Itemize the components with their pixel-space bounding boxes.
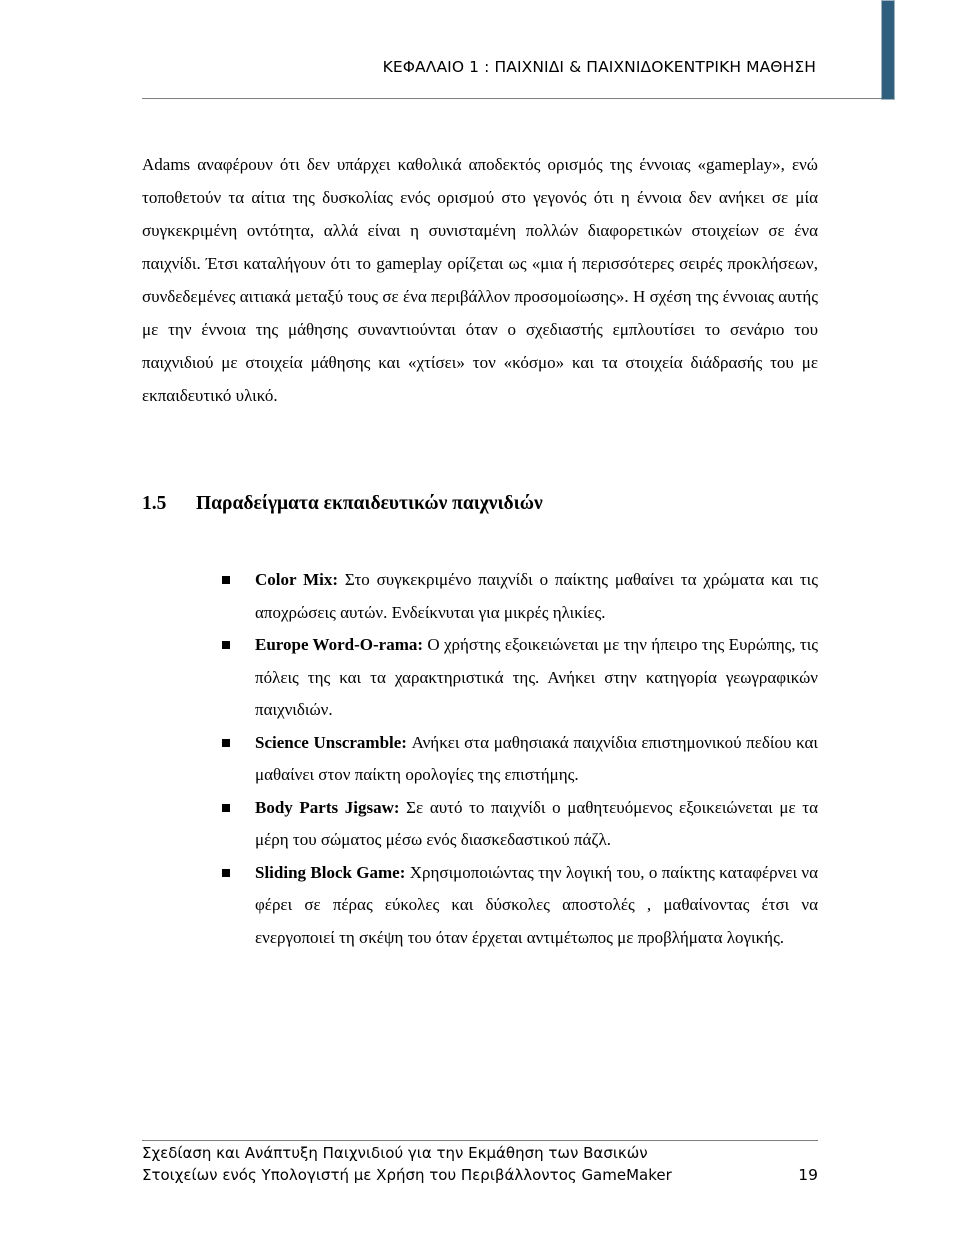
game-description: Στο συγκεκριμένο παιχνίδι ο παίκτης μαθαίνει τα χρώματα και τις αποχρώσεις αυτών. Ενδείκνυται για μικρές ηλικίες. (255, 570, 818, 622)
game-name: Europe Word-O-rama: (255, 635, 424, 654)
list-item (222, 792, 818, 857)
section-number: 1.5 (142, 493, 167, 514)
chapter-header-title: ΚΕΦΑΛΑΙΟ 1 : ΠΑΙΧΝΙΔΙ & ΠΑΙΧΝΙΔΟΚΕΝΤΡΙΚΗ ΜΑΘΗΣΗ (382, 58, 816, 76)
game-description: Χρησιμοποιώντας την λογική του, ο παίκτης καταφέρνει να φέρει σε πέρας εύκολες και δύσκολες αποστολές , μαθαίνοντας έτσι να ενεργοποιεί τη σκέψη του όταν έρχεται αντιμέτωπος με προβλήματα λογικής. (255, 862, 818, 947)
game-name: Science Unscramble: (255, 732, 407, 752)
game-name: Body Parts Jigsaw: (255, 797, 400, 817)
square-bullet-icon (222, 739, 230, 747)
educational-games-list (222, 564, 818, 954)
game-description: Σε αυτό το παιχνίδι ο μαθητευόμενος εξοικειώνεται με τα μέρη του σώματος μέσω ενός διασκεδαστικού πάζλ. (255, 797, 818, 849)
header-accent-bar (881, 0, 895, 100)
footer-title-line-2: Στοιχείων ενός Υπολογιστή με Χρήση του Περιβάλλοντος GameMaker (142, 1166, 672, 1184)
body-paragraph: Adams αναφέρουν ότι δεν υπάρχει καθολικά αποδεκτός ορισμός της έννοιας «gameplay», ενώ τοποθετούν τα αίτια της δυσκολίας ενός ορισμού στο γεγονός ότι η έννοια δεν ανήκει σε μία συγκεκριμένη οντότητα, αλλά είναι η συνισταμένη πολλών διαφορετικών στοιχείων σε ένα παιχνίδι. Έτσι καταλήγουν ότι το gameplay ορίζεται ως «μια ή περισσότερες σειρές προκλήσεων, συνδεδεμένες αιτιακά μεταξύ τους σε ένα περιβάλλον προσομοίωσης». Η σχέση της έννοιας αυτής με την έννοια της μάθησης συναντιούνται όταν ο σχεδιαστής εμπλουτίσει το σενάριο του παιχνιδιού με στοιχεία μάθησης και «χτίσει» τον «κόσμο» και τα στοιχεία διάδρασής του με εκπαιδευτικό υλικό. (142, 155, 818, 405)
square-bullet-icon (222, 576, 230, 584)
game-name: Color Mix: (255, 570, 339, 589)
square-bullet-icon (222, 641, 230, 649)
game-name: Sliding Block Game: (255, 862, 406, 882)
page-number: 19 (798, 1166, 818, 1184)
list-item (222, 727, 818, 792)
header-divider (142, 98, 882, 99)
list-item (222, 629, 818, 727)
footer-divider (142, 1140, 818, 1141)
list-item (222, 564, 818, 629)
list-item (222, 857, 818, 955)
footer-title-line-1: Σχεδίαση και Ανάπτυξη Παιχνιδιού για την Εκμάθηση των Βασικών (142, 1144, 648, 1162)
square-bullet-icon (222, 804, 230, 812)
game-description: Ο χρήστης εξοικειώνεται με την ήπειρο της Ευρώπης, τις πόλεις της και τα χαρακτηριστικά της. Ανήκει στην κατηγορία γεωγραφικών παιχνιδιών. (255, 635, 818, 719)
section-heading (142, 493, 543, 515)
section-title: Παραδείγματα εκπαιδευτικών παιχνιδιών (196, 493, 543, 514)
game-description: Ανήκει στα μαθησιακά παιχνίδια επιστημονικού πεδίου και μαθαίνει στον παίκτη ορολογίες της επιστήμης. (255, 732, 818, 784)
square-bullet-icon (222, 869, 230, 877)
